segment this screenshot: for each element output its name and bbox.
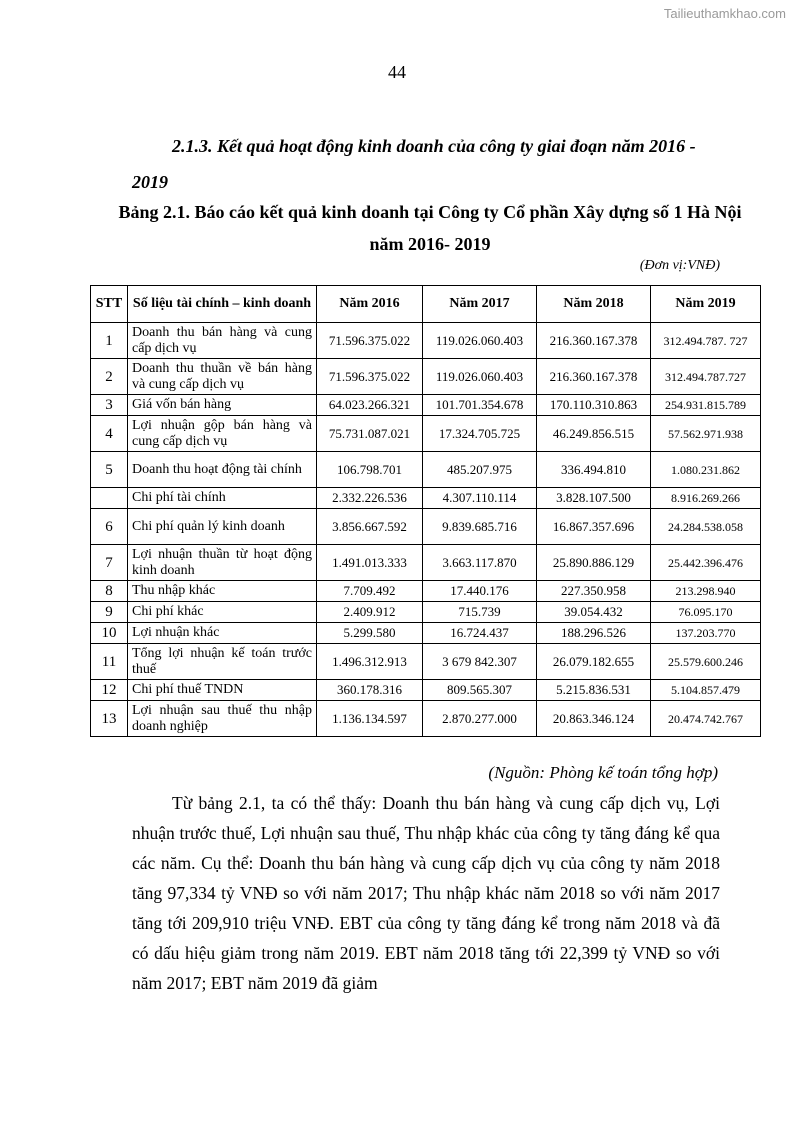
row-value-2019: 312.494.787.727 — [651, 359, 761, 395]
table-row — [91, 545, 761, 581]
row-value-2017: 101.701.354.678 — [423, 395, 537, 416]
row-value-2018: 170.110.310.863 — [537, 395, 651, 416]
row-value-2017: 17.324.705.725 — [423, 416, 537, 452]
row-value-2018: 216.360.167.378 — [537, 323, 651, 359]
row-value-2019: 20.474.742.767 — [651, 701, 761, 737]
row-value-2019: 25.442.396.476 — [651, 545, 761, 581]
source-note: (Nguồn: Phòng kế toán tổng hợp) — [488, 763, 718, 782]
header-year-2018: Năm 2018 — [537, 286, 651, 323]
row-value-2017: 485.207.975 — [423, 452, 537, 488]
row-value-2018: 5.215.836.531 — [537, 680, 651, 701]
row-indicator-label: Doanh thu thuần về bán hàng và cung cấp dịch vụ — [128, 359, 317, 395]
row-indicator-label: Doanh thu bán hàng và cung cấp dịch vụ — [128, 323, 317, 359]
row-stt: 9 — [91, 602, 128, 623]
row-indicator-label: Tổng lợi nhuận kế toán trước thuế — [128, 644, 317, 680]
row-stt: 5 — [91, 452, 128, 488]
row-value-2016: 2.332.226.536 — [317, 488, 423, 509]
row-value-2018: 336.494.810 — [537, 452, 651, 488]
unit-note: (Đơn vị:VNĐ) — [639, 258, 720, 273]
row-value-2019: 24.284.538.058 — [651, 509, 761, 545]
row-stt: 10 — [91, 623, 128, 644]
row-value-2017: 119.026.060.403 — [423, 323, 537, 359]
row-stt: 1 — [91, 323, 128, 359]
row-value-2016: 5.299.580 — [317, 623, 423, 644]
row-indicator-label: Chi phí quản lý kinh doanh — [128, 509, 317, 545]
row-value-2017: 16.724.437 — [423, 623, 537, 644]
row-value-2018: 46.249.856.515 — [537, 416, 651, 452]
row-stt — [91, 488, 128, 509]
table-row — [91, 416, 761, 452]
row-value-2018: 20.863.346.124 — [537, 701, 651, 737]
page-number: 44 — [388, 62, 406, 82]
header-stt: STT — [91, 286, 128, 323]
row-stt: 8 — [91, 581, 128, 602]
row-indicator-label: Lợi nhuận thuần từ hoạt động kinh doanh — [128, 545, 317, 581]
row-value-2019: 57.562.971.938 — [651, 416, 761, 452]
row-stt: 4 — [91, 416, 128, 452]
row-value-2018: 16.867.357.696 — [537, 509, 651, 545]
table-body — [91, 323, 761, 737]
row-value-2019: 1.080.231.862 — [651, 452, 761, 488]
header-year-2017: Năm 2017 — [423, 286, 537, 323]
row-value-2019: 213.298.940 — [651, 581, 761, 602]
table-row — [91, 644, 761, 680]
row-indicator-label: Doanh thu hoạt động tài chính — [128, 452, 317, 488]
row-value-2017: 3.663.117.870 — [423, 545, 537, 581]
table-row — [91, 395, 761, 416]
row-stt: 12 — [91, 680, 128, 701]
row-value-2019: 25.579.600.246 — [651, 644, 761, 680]
table-row — [91, 488, 761, 509]
row-value-2018: 227.350.958 — [537, 581, 651, 602]
table-row — [91, 509, 761, 545]
row-value-2017: 4.307.110.114 — [423, 488, 537, 509]
row-stt: 2 — [91, 359, 128, 395]
row-value-2018: 216.360.167.378 — [537, 359, 651, 395]
row-stt: 6 — [91, 509, 128, 545]
row-value-2016: 3.856.667.592 — [317, 509, 423, 545]
row-indicator-label: Chi phí tài chính — [128, 488, 317, 509]
table-header-row — [91, 286, 761, 323]
row-indicator-label: Giá vốn bán hàng — [128, 395, 317, 416]
header-year-2016: Năm 2016 — [317, 286, 423, 323]
row-stt: 13 — [91, 701, 128, 737]
row-value-2018: 26.079.182.655 — [537, 644, 651, 680]
row-stt: 7 — [91, 545, 128, 581]
table-row — [91, 680, 761, 701]
row-value-2017: 809.565.307 — [423, 680, 537, 701]
row-value-2018: 25.890.886.129 — [537, 545, 651, 581]
row-value-2019: 76.095.170 — [651, 602, 761, 623]
row-stt: 3 — [91, 395, 128, 416]
table-caption: Bảng 2.1. Báo cáo kết quả kinh doanh tại Công ty Cổ phần Xây dựng số 1 Hà Nội năm 2016- 2019 — [118, 202, 742, 254]
row-indicator-label: Chi phí thuế TNDN — [128, 680, 317, 701]
row-value-2016: 64.023.266.321 — [317, 395, 423, 416]
row-value-2017: 2.870.277.000 — [423, 701, 537, 737]
row-stt: 11 — [91, 644, 128, 680]
row-value-2016: 360.178.316 — [317, 680, 423, 701]
table-row — [91, 701, 761, 737]
row-indicator-label: Thu nhập khác — [128, 581, 317, 602]
header-year-2019: Năm 2019 — [651, 286, 761, 323]
row-value-2019: 254.931.815.789 — [651, 395, 761, 416]
row-value-2016: 75.731.087.021 — [317, 416, 423, 452]
row-indicator-label: Lợi nhuận sau thuế thu nhập doanh nghiệp — [128, 701, 317, 737]
row-value-2019: 137.203.770 — [651, 623, 761, 644]
row-value-2019: 312.494.787. 727 — [651, 323, 761, 359]
row-indicator-label: Lợi nhuận khác — [128, 623, 317, 644]
row-value-2016: 2.409.912 — [317, 602, 423, 623]
body-paragraph: Từ bảng 2.1, ta có thể thấy: Doanh thu bán hàng và cung cấp dịch vụ, Lợi nhuận trước thuế, Lợi nhuận sau thuế, Thu nhập khác của công ty tăng đáng kể qua các năm. Cụ thể: Doanh thu bán hàng và cung cấp dịch vụ của công ty năm 2018 tăng 97,334 tỷ VNĐ so với năm 2017; Thu nhập khác năm 2018 so với năm 2017 tăng tới 209,910 triệu VNĐ. EBT của công ty tăng đáng kể trong năm 2018 và đã có dấu hiệu giảm trong năm 2019. EBT năm 2018 tăng tới 22,399 tỷ VNĐ so với năm 2017; EBT năm 2019 đã giảm — [132, 793, 720, 993]
row-value-2018: 39.054.432 — [537, 602, 651, 623]
row-value-2017: 17.440.176 — [423, 581, 537, 602]
row-value-2017: 3 679 842.307 — [423, 644, 537, 680]
table-row — [91, 581, 761, 602]
row-value-2016: 1.136.134.597 — [317, 701, 423, 737]
row-indicator-label: Lợi nhuận gộp bán hàng và cung cấp dịch vụ — [128, 416, 317, 452]
row-value-2016: 7.709.492 — [317, 581, 423, 602]
row-value-2018: 188.296.526 — [537, 623, 651, 644]
table-row — [91, 623, 761, 644]
header-indicator: Số liệu tài chính – kinh doanh — [128, 286, 317, 323]
row-value-2017: 119.026.060.403 — [423, 359, 537, 395]
row-value-2016: 1.491.013.333 — [317, 545, 423, 581]
row-value-2019: 8.916.269.266 — [651, 488, 761, 509]
row-value-2018: 3.828.107.500 — [537, 488, 651, 509]
table-row — [91, 452, 761, 488]
table-row — [91, 602, 761, 623]
row-indicator-label: Chi phí khác — [128, 602, 317, 623]
row-value-2016: 71.596.375.022 — [317, 359, 423, 395]
row-value-2016: 71.596.375.022 — [317, 323, 423, 359]
table-row — [91, 359, 761, 395]
row-value-2016: 106.798.701 — [317, 452, 423, 488]
watermark: Tailieuthamkhao.com — [663, 6, 786, 21]
row-value-2017: 9.839.685.716 — [423, 509, 537, 545]
section-heading: 2.1.3. Kết quả hoạt động kinh doanh của công ty giai đoạn năm 2016 - 2019 — [132, 136, 696, 192]
row-value-2019: 5.104.857.479 — [651, 680, 761, 701]
financial-report-table — [90, 285, 761, 737]
table-row — [91, 323, 761, 359]
row-value-2017: 715.739 — [423, 602, 537, 623]
row-value-2016: 1.496.312.913 — [317, 644, 423, 680]
